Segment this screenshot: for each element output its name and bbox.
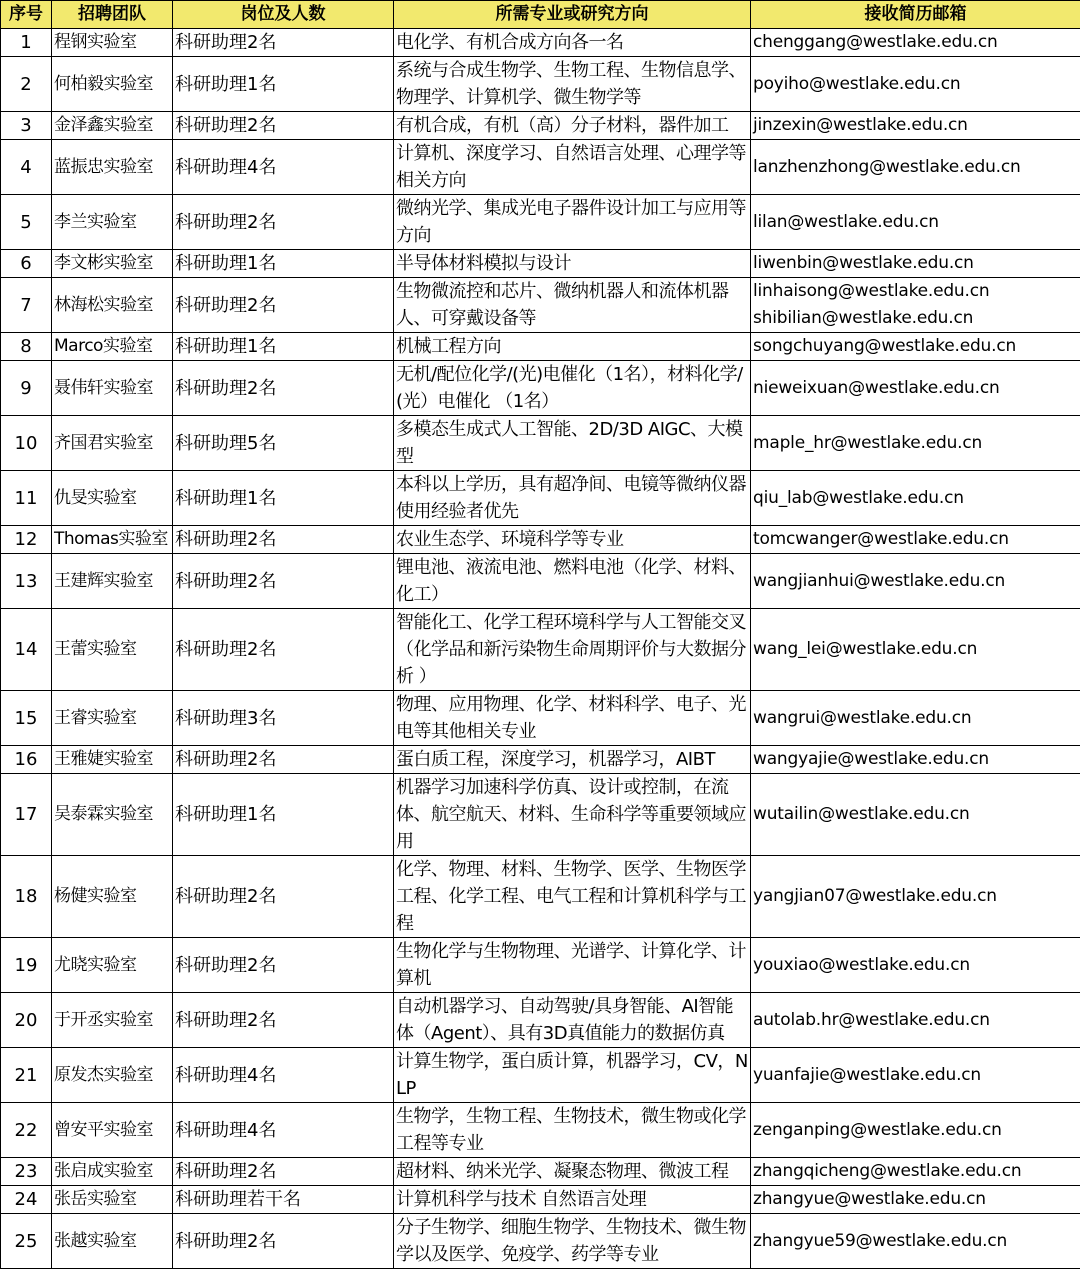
table-row xyxy=(1,691,1080,746)
row-position: 科研助理2名 xyxy=(173,1214,394,1269)
row-position: 科研助理2名 xyxy=(173,195,394,250)
row-email xyxy=(751,57,1080,112)
email-address: maple_hr@westlake.edu.cn xyxy=(753,432,983,453)
table-row xyxy=(1,250,1080,278)
row-major: 计算机、深度学习、自然语言处理、心理学等相关方向 xyxy=(394,140,751,195)
row-position: 科研助理2名 xyxy=(173,278,394,333)
email-address: wangjianhui@westlake.edu.cn xyxy=(753,570,1006,591)
row-email xyxy=(751,609,1080,691)
email-address: wang_lei@westlake.edu.cn xyxy=(753,639,978,659)
row-major: 农业生态学、环境科学等专业 xyxy=(394,526,751,554)
row-index: 7 xyxy=(1,278,52,333)
row-email xyxy=(751,333,1080,361)
table-row xyxy=(1,112,1080,140)
table-row xyxy=(1,1048,1080,1103)
row-index: 14 xyxy=(1,609,52,691)
row-position: 科研助理2名 xyxy=(173,526,394,554)
table-body xyxy=(1,29,1080,1269)
row-position: 科研助理1名 xyxy=(173,471,394,526)
row-team: 原发杰实验室 xyxy=(52,1048,173,1103)
row-major: 锂电池、液流电池、燃料电池（化学、材料、化工） xyxy=(394,554,751,609)
row-index: 17 xyxy=(1,774,52,856)
row-position: 科研助理4名 xyxy=(173,1048,394,1103)
row-position: 科研助理2名 xyxy=(173,993,394,1048)
row-major: 超材料、纳米光学、凝聚态物理、微波工程 xyxy=(394,1158,751,1186)
row-position: 科研助理3名 xyxy=(173,691,394,746)
row-email xyxy=(751,112,1080,140)
row-team: 蓝振忠实验室 xyxy=(52,140,173,195)
row-email xyxy=(751,526,1080,554)
row-position: 科研助理2名 xyxy=(173,938,394,993)
row-team: 金泽鑫实验室 xyxy=(52,112,173,140)
header-row xyxy=(1,1,1080,29)
row-team: 何柏毅实验室 xyxy=(52,57,173,112)
row-email xyxy=(751,471,1080,526)
row-index: 11 xyxy=(1,471,52,526)
row-major: 有机合成，有机（高）分子材料，器件加工 xyxy=(394,112,751,140)
row-team: 林海松实验室 xyxy=(52,278,173,333)
row-email xyxy=(751,993,1080,1048)
row-major: 计算生物学，蛋白质计算，机器学习，CV，NLP xyxy=(394,1048,751,1103)
table-row xyxy=(1,993,1080,1048)
email-address: nieweixuan@westlake.edu.cn xyxy=(753,377,1000,398)
row-team: 吴泰霖实验室 xyxy=(52,774,173,856)
email-address: youxiao@westlake.edu.cn xyxy=(753,954,970,975)
row-index: 24 xyxy=(1,1186,52,1214)
email-address: yuanfajie@westlake.edu.cn xyxy=(753,1064,982,1085)
row-index: 6 xyxy=(1,250,52,278)
row-position: 科研助理2名 xyxy=(173,554,394,609)
row-email xyxy=(751,29,1080,57)
row-major: 系统与合成生物学、生物工程、生物信息学、物理学、计算机学、微生物学等 xyxy=(394,57,751,112)
row-major: 生物化学与生物物理、光谱学、计算化学、计算机 xyxy=(394,938,751,993)
row-team: 张岳实验室 xyxy=(52,1186,173,1214)
email-address: zhangyue@westlake.edu.cn xyxy=(753,1189,986,1209)
table-row xyxy=(1,29,1080,57)
header-index: 序号 xyxy=(1,1,52,29)
table-row xyxy=(1,1103,1080,1158)
email-address: chenggang@westlake.edu.cn xyxy=(753,32,998,52)
row-index: 21 xyxy=(1,1048,52,1103)
row-major: 无机/配位化学/(光)电催化（1名），材料化学/(光）电催化 （1名） xyxy=(394,361,751,416)
row-position: 科研助理2名 xyxy=(173,29,394,57)
row-team: Thomas实验室 xyxy=(52,526,173,554)
email-address: tomcwanger@westlake.edu.cn xyxy=(753,529,1009,549)
row-team: 杨健实验室 xyxy=(52,856,173,938)
row-major: 生物学，生物工程、生物技术，微生物或化学工程等专业 xyxy=(394,1103,751,1158)
email-address: wangrui@westlake.edu.cn xyxy=(753,707,972,728)
header-team: 招聘团队 xyxy=(52,1,173,29)
row-major: 本科以上学历，具有超净间、电镜等微纳仪器使用经验者优先 xyxy=(394,471,751,526)
table-row xyxy=(1,746,1080,774)
row-major: 化学、物理、材料、生物学、医学、生物医学工程、化学工程、电气工程和计算机科学与工程 xyxy=(394,856,751,938)
row-team: 王建辉实验室 xyxy=(52,554,173,609)
email-address: autolab.hr@westlake.edu.cn xyxy=(753,1009,990,1030)
email-address: wangyajie@westlake.edu.cn xyxy=(753,749,989,769)
row-major: 机械工程方向 xyxy=(394,333,751,361)
row-email xyxy=(751,1214,1080,1269)
row-email xyxy=(751,938,1080,993)
row-email xyxy=(751,250,1080,278)
row-team: 李兰实验室 xyxy=(52,195,173,250)
row-email xyxy=(751,1186,1080,1214)
table-row xyxy=(1,1214,1080,1269)
row-email xyxy=(751,554,1080,609)
table-row xyxy=(1,1186,1080,1214)
row-email xyxy=(751,1158,1080,1186)
table-row xyxy=(1,195,1080,250)
row-team: 仇旻实验室 xyxy=(52,471,173,526)
row-index: 19 xyxy=(1,938,52,993)
row-position: 科研助理2名 xyxy=(173,856,394,938)
row-position: 科研助理1名 xyxy=(173,333,394,361)
row-team: 尤晓实验室 xyxy=(52,938,173,993)
row-major: 多模态生成式人工智能、2D/3D AIGC、大模型 xyxy=(394,416,751,471)
row-position: 科研助理1名 xyxy=(173,774,394,856)
row-index: 3 xyxy=(1,112,52,140)
row-team: 王蕾实验室 xyxy=(52,609,173,691)
email-address: zhangqicheng@westlake.edu.cn xyxy=(753,1161,1022,1181)
row-major: 机器学习加速科学仿真、设计或控制，在流体、航空航天、材料、生命科学等重要领域应用 xyxy=(394,774,751,856)
row-major: 物理、应用物理、化学、材料科学、电子、光电等其他相关专业 xyxy=(394,691,751,746)
email-address: liwenbin@westlake.edu.cn xyxy=(753,253,974,273)
row-team: Marco实验室 xyxy=(52,333,173,361)
row-position: 科研助理1名 xyxy=(173,57,394,112)
email-address: lanzhenzhong@westlake.edu.cn xyxy=(753,156,1021,177)
table-row xyxy=(1,140,1080,195)
row-position: 科研助理2名 xyxy=(173,112,394,140)
row-position: 科研助理5名 xyxy=(173,416,394,471)
row-index: 23 xyxy=(1,1158,52,1186)
row-email xyxy=(751,746,1080,774)
row-index: 4 xyxy=(1,140,52,195)
table-row xyxy=(1,1158,1080,1186)
row-team: 李文彬实验室 xyxy=(52,250,173,278)
row-index: 9 xyxy=(1,361,52,416)
table-row xyxy=(1,278,1080,333)
row-email xyxy=(751,361,1080,416)
table-row xyxy=(1,526,1080,554)
row-index: 25 xyxy=(1,1214,52,1269)
row-email xyxy=(751,856,1080,938)
row-major: 生物微流控和芯片、微纳机器人和流体机器人、可穿戴设备等 xyxy=(394,278,751,333)
email-address: jinzexin@westlake.edu.cn xyxy=(753,115,968,135)
row-major: 智能化工、化学工程环境科学与人工智能交叉（化学品和新污染物生命周期评价与大数据分析 ） xyxy=(394,609,751,691)
email-address: yangjian07@westlake.edu.cn xyxy=(753,886,997,906)
row-position: 科研助理2名 xyxy=(173,609,394,691)
row-index: 2 xyxy=(1,57,52,112)
row-position: 科研助理4名 xyxy=(173,1103,394,1158)
row-team: 王睿实验室 xyxy=(52,691,173,746)
row-team: 于开丞实验室 xyxy=(52,993,173,1048)
email-address: wutailin@westlake.edu.cn xyxy=(753,804,970,824)
row-major: 电化学、有机合成方向各一名 xyxy=(394,29,751,57)
row-email xyxy=(751,195,1080,250)
email-address: zenganping@westlake.edu.cn xyxy=(753,1119,1002,1140)
header-major: 所需专业或研究方向 xyxy=(394,1,751,29)
row-team: 齐国君实验室 xyxy=(52,416,173,471)
row-index: 15 xyxy=(1,691,52,746)
row-major: 分子生物学、细胞生物学、生物技术、微生物学以及医学、免疫学、药学等专业 xyxy=(394,1214,751,1269)
email-address: linhaisong@westlake.edu.cn xyxy=(753,281,990,301)
row-email xyxy=(751,1048,1080,1103)
row-index: 20 xyxy=(1,993,52,1048)
table-row xyxy=(1,938,1080,993)
row-index: 12 xyxy=(1,526,52,554)
row-email xyxy=(751,140,1080,195)
row-index: 8 xyxy=(1,333,52,361)
row-position: 科研助理2名 xyxy=(173,746,394,774)
row-index: 18 xyxy=(1,856,52,938)
row-team: 聂伟轩实验室 xyxy=(52,361,173,416)
table-row xyxy=(1,361,1080,416)
row-index: 16 xyxy=(1,746,52,774)
email-address: poyiho@westlake.edu.cn xyxy=(753,73,961,94)
table-row xyxy=(1,333,1080,361)
row-position: 科研助理2名 xyxy=(173,1158,394,1186)
table-row xyxy=(1,609,1080,691)
email-address: shibilian@westlake.edu.cn xyxy=(753,308,974,328)
row-email xyxy=(751,1103,1080,1158)
header-position: 岗位及人数 xyxy=(173,1,394,29)
email-address: songchuyang@westlake.edu.cn xyxy=(753,336,1017,356)
row-index: 10 xyxy=(1,416,52,471)
table-row xyxy=(1,856,1080,938)
row-major: 计算机科学与技术 自然语言处理 xyxy=(394,1186,751,1214)
email-address: lilan@westlake.edu.cn xyxy=(753,211,939,232)
row-index: 5 xyxy=(1,195,52,250)
row-major: 自动机器学习、自动驾驶/具身智能、AI智能体（Agent）、具有3D真值能力的数据仿真 xyxy=(394,993,751,1048)
row-team: 王雅婕实验室 xyxy=(52,746,173,774)
table-row xyxy=(1,416,1080,471)
row-position: 科研助理若干名 xyxy=(173,1186,394,1214)
row-major: 微纳光学、集成光电子器件设计加工与应用等方向 xyxy=(394,195,751,250)
row-index: 1 xyxy=(1,29,52,57)
row-team: 张启成实验室 xyxy=(52,1158,173,1186)
row-major: 半导体材料模拟与设计 xyxy=(394,250,751,278)
row-email xyxy=(751,416,1080,471)
row-email xyxy=(751,774,1080,856)
row-team: 程钢实验室 xyxy=(52,29,173,57)
table-row xyxy=(1,554,1080,609)
row-email xyxy=(751,278,1080,333)
table-row xyxy=(1,471,1080,526)
row-major: 蛋白质工程，深度学习，机器学习，AIBT xyxy=(394,746,751,774)
row-index: 13 xyxy=(1,554,52,609)
email-address: zhangyue59@westlake.edu.cn xyxy=(753,1230,1008,1251)
row-position: 科研助理2名 xyxy=(173,361,394,416)
table-row xyxy=(1,57,1080,112)
table-row xyxy=(1,774,1080,856)
row-team: 曾安平实验室 xyxy=(52,1103,173,1158)
header-email: 接收简历邮箱 xyxy=(751,1,1080,29)
email-address: qiu_lab@westlake.edu.cn xyxy=(753,487,964,508)
row-position: 科研助理1名 xyxy=(173,250,394,278)
row-position: 科研助理4名 xyxy=(173,140,394,195)
row-email xyxy=(751,691,1080,746)
row-team: 张越实验室 xyxy=(52,1214,173,1269)
row-index: 22 xyxy=(1,1103,52,1158)
